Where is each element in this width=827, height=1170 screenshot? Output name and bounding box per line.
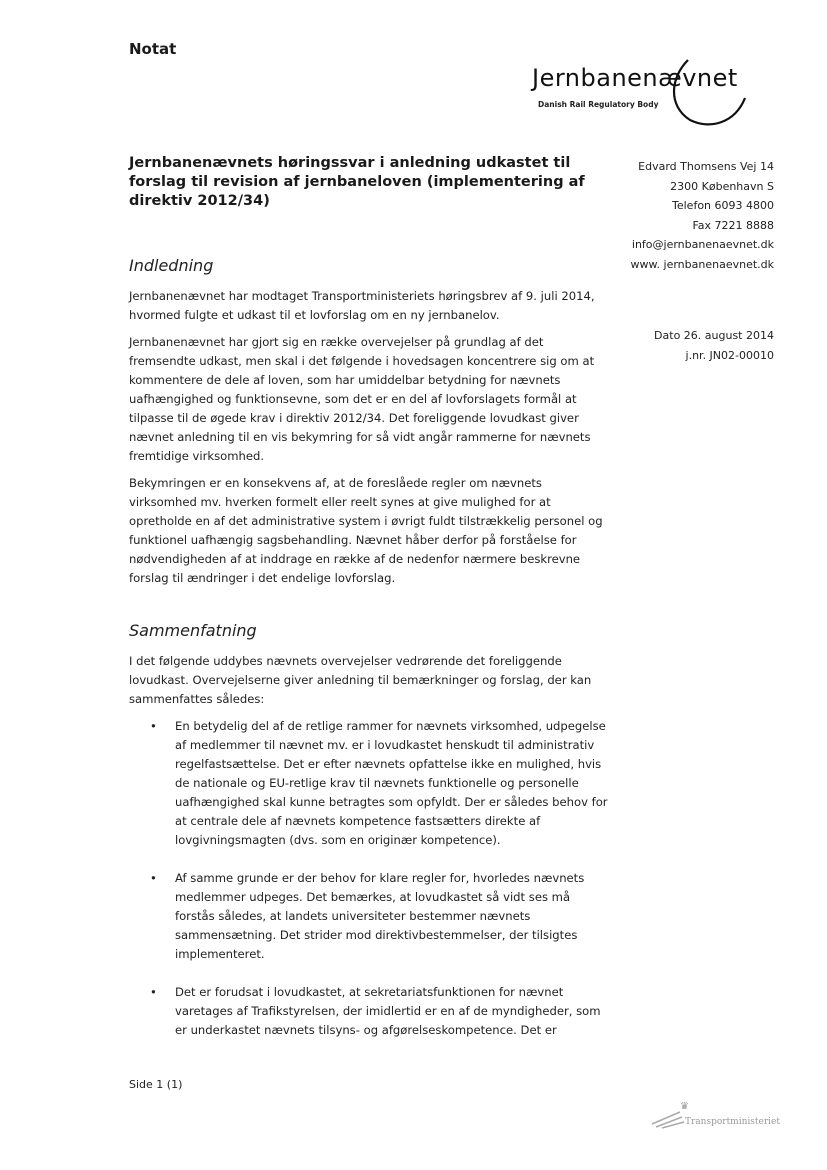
phone-number: Telefon 6093 4800 — [672, 199, 774, 212]
logo-swoosh-icon — [660, 58, 755, 133]
address-street: Edvard Thomsens Vej 14 — [638, 160, 774, 173]
sender-address-block — [574, 157, 774, 274]
document-type: Notat — [129, 40, 177, 58]
list-item: • Af samme grunde er der behov for klare regler for, hvorledes nævnets medlemmer udpeges. Det bemærkes, at lovudkastet så vidt ses må forstås således, at landets universiteter bestemmer nævnets sammensætning. Det strider mod direktivbestemmelser, der tilsigtes implementeret. — [150, 869, 608, 964]
crown-icon: ♛ — [680, 1101, 689, 1112]
fax-number: Fax 7221 8888 — [692, 218, 774, 232]
summary-bullet-list — [150, 717, 608, 1059]
email-address: info@jernbanenaevnet.dk — [631, 238, 774, 251]
list-item: • En betydelig del af de retlige rammer for nævnets virksomhed, udpegelse af medlemmer til nævnet mv. er i lovudkastet henskudt til administrativ regelfastsættelse. Det er efter nævnets opfattelse ikke en mulighed, hvis de nationale og EU-retlige krav til nævnets funktionelle og personelle uafhængighed skal kunne betragtes som opfyldt. Der er således behov for at centrale dele af nævnets kompetence fastsætters direkte af lovgivningsmagten (dvs. som en originær kompetence). — [150, 717, 608, 850]
page-number: Side 1 (1) — [129, 1078, 183, 1091]
intro-paragraph-3: Bekymringen er en konsekvens af, at de foreslåede regler om nævnets virksomhed mv. hverken formelt eller reelt synes at give mulighed for at opretholde en af det administrative system i øvrigt fuldt tilstrækkelig personel og funktionel uafhængig sagsbehandling. Nævnet håber derfor på forståelse for nødvendigheden af at inddrage en række af de nedenfor nærmere beskrevne forslag til ændringer i det endelige lovforslag. — [129, 476, 603, 585]
intro-paragraph-1: Jernbanenævnet har modtaget Transportministeriets høringsbrev af 9. juli 2014, hvormed fulgte et udkast til et lovforslag om en ny jernbanelov. — [129, 289, 595, 322]
logo-wordmark: Jernbanenævnet — [532, 64, 738, 92]
section-heading-summary: Sammenfatning — [129, 621, 257, 640]
list-item: • Det er forudsat i lovudkastet, at sekretariatsfunktionen for nævnet varetages af Trafikstyrelsen, der imidlertid er en af de myndigheder, som er underkastet nævnets tilsyns- og afgørelseskompetence. Det er — [150, 983, 608, 1040]
intro-paragraph-2: Jernbanenævnet har gjort sig en række overvejelser på grundlag af det fremsendte udkast, men skal i det følgende i hovedsagen koncentrere sig om at kommentere de dele af loven, som har umiddelbar betydning for nævnets uafhængighed og funktionsevne, som det er en del af lovforslagets formål at tilpasse til de øgede krav i direktiv 2012/34. Det foreliggende lovudkast giver nævnet anledning til en vis bekymring for så vidt angår rammerne for nævnets fremtidige virksomhed. — [129, 335, 595, 463]
journal-number: j.nr. JN02-00010 — [685, 348, 774, 362]
section-heading-intro: Indledning — [129, 256, 214, 275]
document-date: Dato 26. august 2014 — [654, 329, 774, 342]
website: www. jernbanenaevnet.dk — [630, 257, 774, 271]
summary-paragraph: I det følgende uddybes nævnets overvejelser vedrørende det foreliggende lovudkast. Overvejelserne giver anledning til bemærkninger og forslag, der kan sammenfattes således: — [129, 654, 592, 706]
logo-subtitle: Danish Rail Regulatory Body — [538, 100, 659, 109]
document-title: Jernbanenævnets høringssvar i anledning udkastet til forslag til revision af jernbaneloven (implementering af direktiv 2012/34) — [129, 155, 585, 209]
ministry-name: Transportministeriet — [685, 1117, 780, 1127]
address-city: 2300 København S — [670, 179, 774, 193]
